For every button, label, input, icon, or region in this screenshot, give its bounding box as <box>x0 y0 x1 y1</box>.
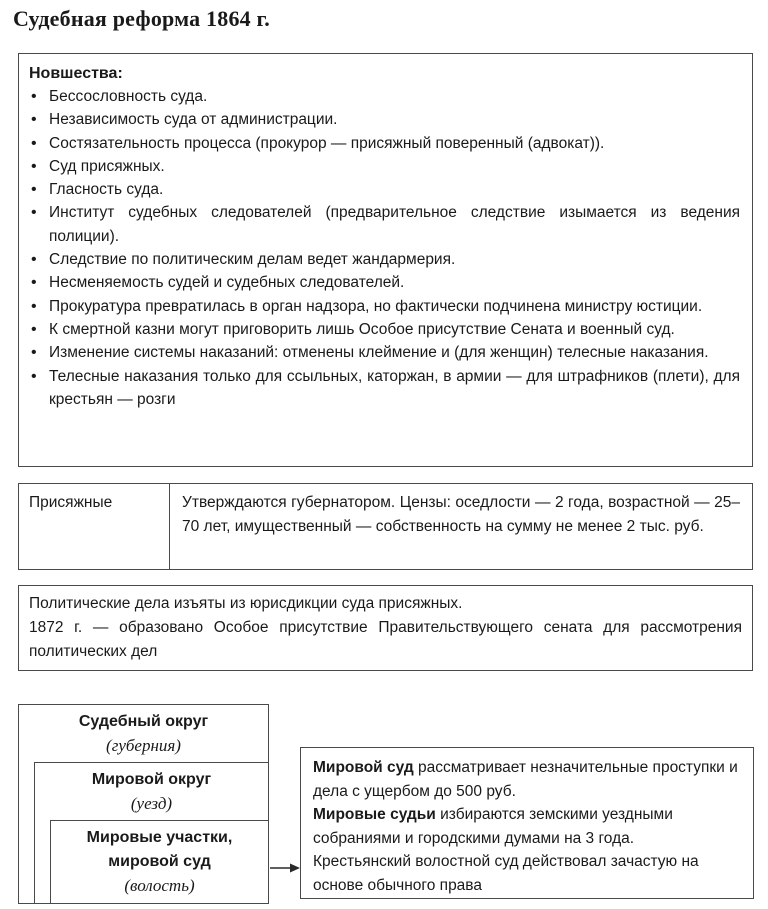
political-line-1: Политические дела изъяты из юрисдикции суда присяжных. <box>29 595 463 612</box>
innovations-box <box>18 53 753 467</box>
judges-text: избираются земскими уездными собраниями и городскими думами на 3 года. <box>313 806 673 847</box>
volost-paragraph: Крестьянский волостной суд действовал зачастую на основе обычного права <box>313 853 699 894</box>
magistrate-district-note: (уезд) <box>130 794 173 813</box>
innovations-heading: Новшества: <box>29 65 123 82</box>
magistrates-box <box>300 747 754 899</box>
list-item: • Изменение системы наказаний: отменены клеймение и (для женщин) телесные наказания. <box>29 341 740 364</box>
court-paragraph <box>313 756 741 803</box>
judicial-district-label <box>18 710 269 758</box>
jurors-table <box>18 483 753 570</box>
list-item: • Телесные наказания только для ссыльных, каторжан, в армии — для штрафников (плети), для крестьян — розги <box>29 365 740 412</box>
list-item: • Бессословность суда. <box>29 85 740 108</box>
jurors-text: Утверждаются губернатором. Цензы: оседлости — 2 года, возрастной — 25–70 лет, имущественный — собственность на сумму не менее 2 тыс. руб. <box>182 494 740 535</box>
list-item: • Состязательность процесса (прокурор — присяжный поверенный (адвокат)). <box>29 132 740 155</box>
list-item: • Суд присяжных. <box>29 155 740 178</box>
list-item: • Несменяемость судей и судебных следователей. <box>29 271 740 294</box>
list-item: • К смертной казни могут приговорить лишь Особое присутствие Сената и военный суд. <box>29 318 740 341</box>
page-title: Судебная реформа 1864 г. <box>13 6 270 31</box>
list-item: • Следствие по политическим делам ведет жандармерия. <box>29 248 740 271</box>
magistrate-sections-name-2: мировой суд <box>108 853 211 870</box>
judicial-district-note: (губерния) <box>106 736 181 755</box>
political-cases-box <box>18 585 753 671</box>
magistrate-district-name: Мировой округ <box>91 771 212 788</box>
magistrate-sections-label <box>50 826 269 898</box>
court-text: рассматривает незначительные проступки и дела с ущербом до 500 руб. <box>313 759 738 800</box>
jurors-label: Присяжные <box>19 484 170 569</box>
judges-bold: Мировые судьи <box>313 806 436 824</box>
judges-paragraph <box>313 803 741 850</box>
list-item: • Гласность суда. <box>29 178 740 201</box>
magistrate-district-label <box>34 768 269 816</box>
innovations-list <box>29 85 740 411</box>
political-line-2: 1872 г. — образовано Особое присутствие Правительствующего сената для рассмотрения политических дел <box>29 619 742 660</box>
list-item: • Институт судебных следователей (предварительное следствие изымается из ведения полиции). <box>29 201 740 248</box>
court-bold: Мировой суд <box>313 759 414 776</box>
list-item: • Прокуратура превратилась в орган надзора, но фактически подчинена министру юстиции. <box>29 295 740 318</box>
arrow-head <box>290 864 300 873</box>
magistrate-sections-note: (волость) <box>124 876 195 895</box>
judicial-district-name: Судебный округ <box>78 713 209 730</box>
magistrate-sections-name-1: Мировые участки, <box>86 829 233 846</box>
list-item: • Независимость суда от администрации. <box>29 108 740 131</box>
